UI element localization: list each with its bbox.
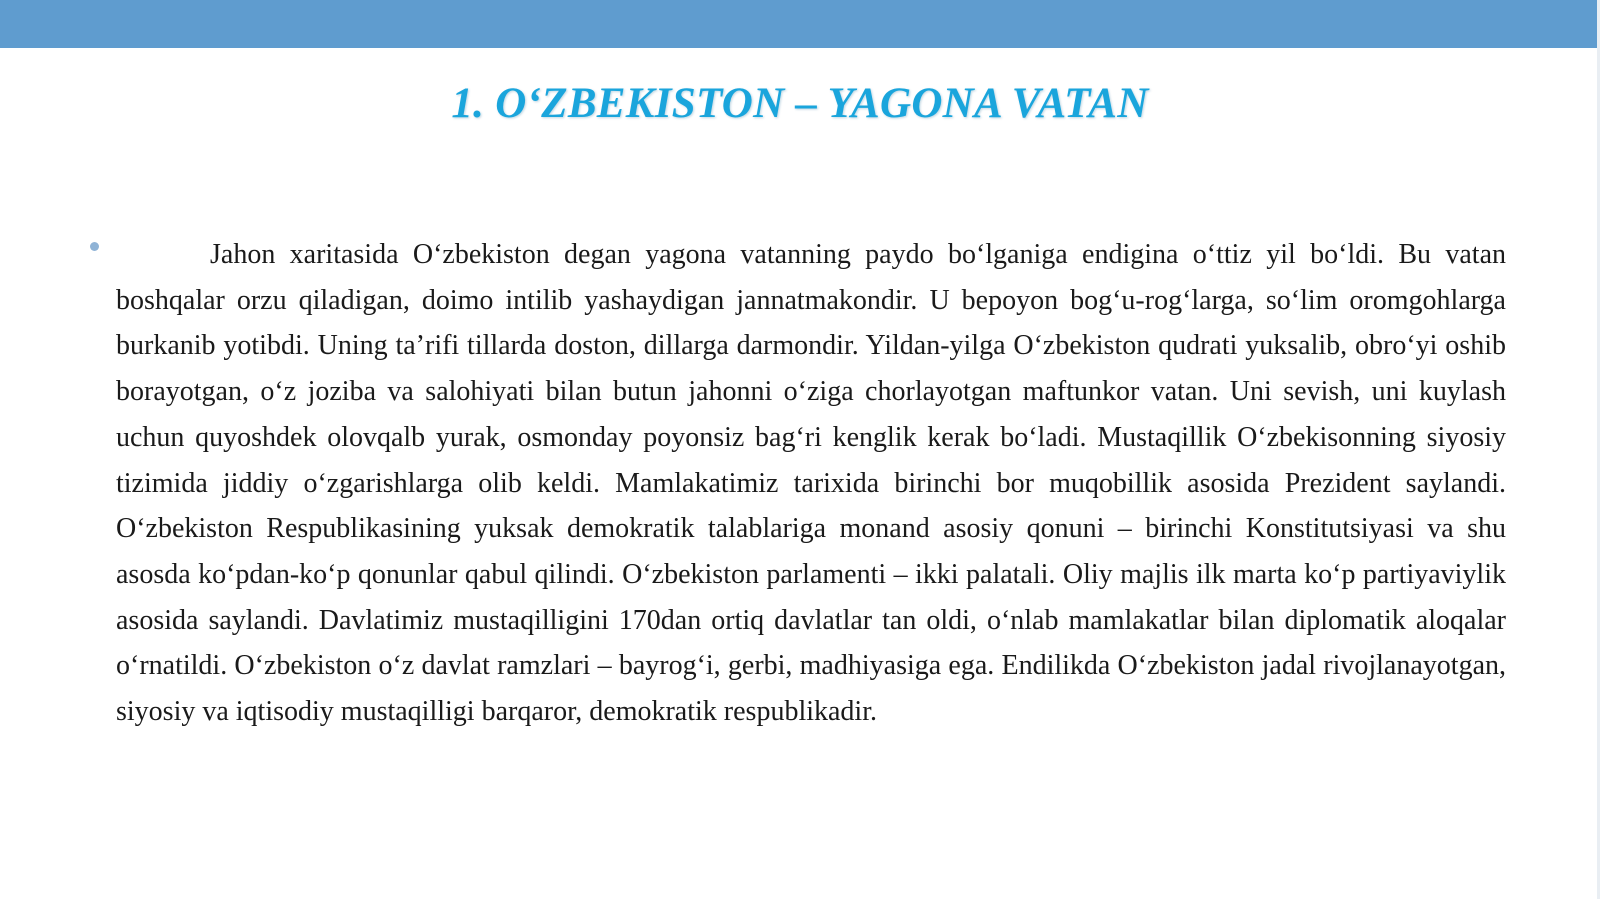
slide-body-paragraph: Jahon xaritasida O‘zbekiston degan yagona vatanning paydo bo‘lganiga endigina o‘ttiz yil bo‘ldi. Bu vatan boshqalar orzu qiladigan, doimo intilib yashaydigan jannatmakondir. U bepoyon bog‘u-rog‘larga, so‘lim oromgohlarga burkanib yotibdi. Uning ta’rifi tillarda doston, dillarga darmondir. Yildan-yilga O‘zbekiston qudrati yuksalib, obro‘yi oshib borayotgan, o‘z joziba va salohiyati bilan butun jahonni o‘ziga chorlayotgan maftunkor vatan. Uni sevish, uni kuylash uchun quyoshdek olovqalb yurak, osmonday poyonsiz bag‘ri kenglik kerak bo‘ladi. Mustaqillik O‘zbekisonning siyosiy tizimida jiddiy o‘zgarishlarga olib keldi. Mamlakatimiz tarixida birinchi bor muqobillik asosida Prezident saylandi. O‘zbekiston Respublikasining yuksak demokratik talablariga monand asosiy qonuni – birinchi Konstitutsiyasi va shu asosda ko‘pdan-ko‘p qonunlar qabul qilindi. O‘zbekiston parlamenti – ikki palatali. Oliy majlis ilk marta ko‘p partiyaviylik asosida saylandi. Davlatimiz mustaqilligini 170dan ortiq davlatlar tan oldi, o‘nlab mamlakatlar bilan diplomatik aloqalar o‘rnatildi. O‘zbekiston o‘z davlat ramzlari – bayrog‘i, gerbi, madhiyasiga ega. Endilikda O‘zbekiston jadal rivojlanayotgan, siyosiy va iqtisodiy mustaqilligi barqaror, demokratik respublikadir.	[116, 239, 1506, 728]
bullet-dot-icon	[90, 242, 99, 251]
slide-title: 1. O‘ZBEKISTON – YAGONA VATAN	[451, 80, 1149, 127]
top-header-band	[0, 0, 1600, 48]
